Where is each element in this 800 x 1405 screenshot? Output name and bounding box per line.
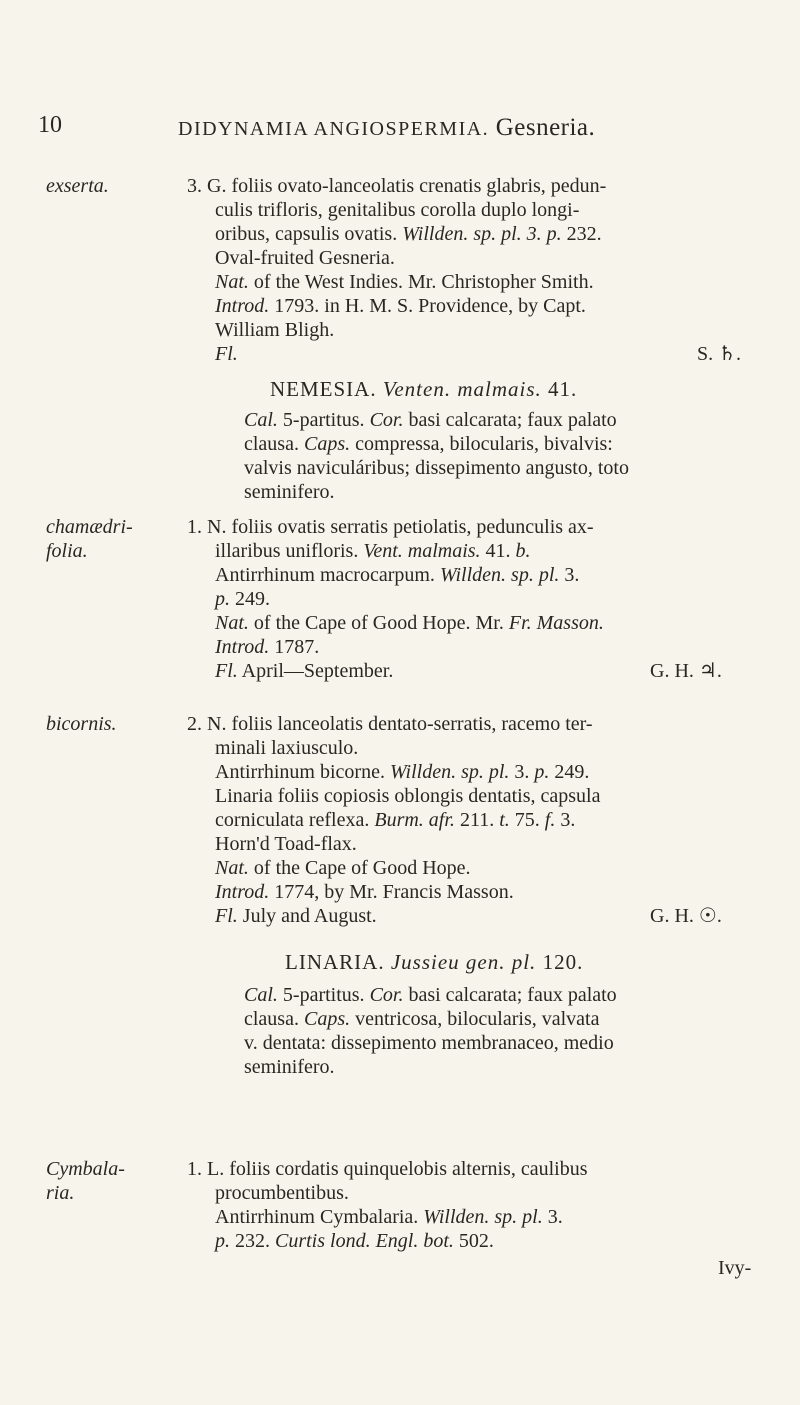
entry-line: oribus, capsulis ovatis. Willden. sp. pl. 3. p. 232. bbox=[215, 223, 602, 245]
entry-line: p. 249. bbox=[215, 588, 270, 610]
running-genus: Gesneria. bbox=[495, 114, 596, 141]
entry-line: William Bligh. bbox=[215, 319, 335, 341]
genus-character: seminifero. bbox=[244, 481, 335, 503]
catchword: Ivy- bbox=[718, 1257, 752, 1279]
genus-character: clausa. Caps. ventricosa, bilocularis, valvata bbox=[244, 1008, 600, 1030]
entry-line: Oval-fruited Gesneria. bbox=[215, 247, 395, 269]
genus-character: valvis naviculáribus; dissepimento angusto, toto bbox=[244, 457, 629, 479]
entry-line: Fl. July and August. bbox=[215, 905, 377, 927]
entry-line: Nat. of the West Indies. Mr. Christopher Smith. bbox=[215, 271, 594, 293]
entry-line: 1. L. foliis cordatis quinquelobis alternis, caulibus bbox=[187, 1158, 588, 1180]
genus-heading-nemesia: NEMESIA. Venten. malmais. 41. bbox=[270, 377, 578, 401]
habitat-symbol: G. H. ☉. bbox=[650, 905, 722, 927]
entry-line: Antirrhinum bicorne. Willden. sp. pl. 3. p. 249. bbox=[215, 761, 590, 783]
entry-line: 1. N. foliis ovatis serratis petiolatis, pedunculis ax- bbox=[187, 516, 594, 538]
margin-name-chamaedrifolia-2: folia. bbox=[46, 540, 88, 562]
entry-line: Linaria foliis copiosis oblongis dentatis, capsula bbox=[215, 785, 601, 807]
genus-heading-linaria: LINARIA. Jussieu gen. pl. 120. bbox=[285, 950, 584, 974]
entry-line: Fl. bbox=[215, 343, 238, 365]
entry-line: Introd. 1774, by Mr. Francis Masson. bbox=[215, 881, 514, 903]
running-header bbox=[38, 108, 770, 148]
entry-line: 2. N. foliis lanceolatis dentato-serratis, racemo ter- bbox=[187, 713, 593, 735]
entry-line: procumbentibus. bbox=[215, 1182, 349, 1204]
page-number: 10 bbox=[38, 112, 62, 138]
entry-line: 3. G. foliis ovato-lanceolatis crenatis glabris, pedun- bbox=[187, 175, 607, 197]
entry-line: Antirrhinum macrocarpum. Willden. sp. pl. 3. bbox=[215, 564, 580, 586]
entry-line: p. 232. Curtis lond. Engl. bot. 502. bbox=[215, 1230, 494, 1252]
entry-line: Fl. April—September. bbox=[215, 660, 394, 682]
entry-line: Introd. 1793. in H. M. S. Providence, by Capt. bbox=[215, 295, 586, 317]
genus-character: Cal. 5-partitus. Cor. basi calcarata; faux palato bbox=[244, 409, 617, 431]
entry-line: illaribus unifloris. Vent. malmais. 41. b. bbox=[215, 540, 531, 562]
genus-character: v. dentata: dissepimento membranaceo, medio bbox=[244, 1032, 614, 1054]
habitat-symbol: S. ♄. bbox=[697, 343, 742, 365]
entry-line: Nat. of the Cape of Good Hope. bbox=[215, 857, 471, 879]
margin-name-exserta: exserta. bbox=[46, 175, 109, 197]
margin-name-cymbalaria-1: Cymbala- bbox=[46, 1158, 125, 1180]
entry-line: corniculata reflexa. Burm. afr. 211. t. 75. f. 3. bbox=[215, 809, 576, 831]
entry-line: culis trifloris, genitalibus corolla duplo longi- bbox=[215, 199, 580, 221]
margin-name-cymbalaria-2: ria. bbox=[46, 1182, 75, 1204]
running-title: DIDYNAMIA ANGIOSPERMIA. Gesneria. bbox=[178, 114, 596, 141]
entry-line: Nat. of the Cape of Good Hope. Mr. Fr. Masson. bbox=[215, 612, 604, 634]
margin-name-chamaedrifolia-1: chamædri- bbox=[46, 516, 133, 538]
genus-character: Cal. 5-partitus. Cor. basi calcarata; faux palato bbox=[244, 984, 617, 1006]
entry-line: Antirrhinum Cymbalaria. Willden. sp. pl. 3. bbox=[215, 1206, 563, 1228]
habitat-symbol: G. H. ♃. bbox=[650, 660, 722, 682]
genus-character: clausa. Caps. compressa, bilocularis, bivalvis: bbox=[244, 433, 613, 455]
entry-line: Introd. 1787. bbox=[215, 636, 320, 658]
genus-character: seminifero. bbox=[244, 1056, 335, 1078]
margin-name-bicornis: bicornis. bbox=[46, 713, 117, 735]
entry-line: Horn'd Toad-flax. bbox=[215, 833, 357, 855]
entry-line: minali laxiusculo. bbox=[215, 737, 359, 759]
